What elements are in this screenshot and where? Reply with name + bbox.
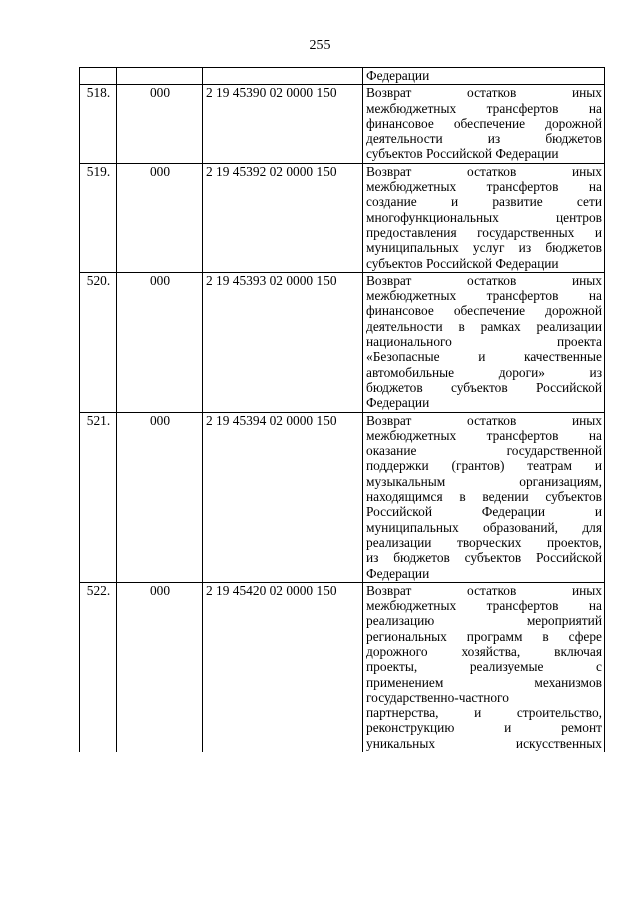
admin-code-cell: 000 bbox=[117, 582, 203, 752]
table-row bbox=[80, 272, 605, 412]
row-number-cell: 520. bbox=[80, 272, 117, 412]
table-row bbox=[80, 163, 605, 272]
row-number-cell: 518. bbox=[80, 85, 117, 163]
description-line: создание и развитие сети bbox=[366, 194, 602, 210]
description-line: поддержки (грантов) театрам и bbox=[366, 458, 602, 474]
description-line: «Безопасные и качественные bbox=[366, 349, 602, 365]
description-line: из бюджетов субъектов Российской bbox=[366, 550, 602, 566]
description-line: партнерства, и строительство, bbox=[366, 705, 602, 721]
description-line: межбюджетных трансфертов на bbox=[366, 100, 602, 116]
budget-code-cell: 2 19 45390 02 0000 150 bbox=[203, 85, 363, 163]
description-line: музыкальным организациям, bbox=[366, 473, 602, 489]
description-cell bbox=[363, 272, 605, 412]
description-line: Федерации bbox=[366, 565, 430, 581]
description-line: деятельности из бюджетов bbox=[366, 131, 602, 147]
row-number-cell: 521. bbox=[80, 412, 117, 582]
description-line: межбюджетных трансфертов на bbox=[366, 179, 602, 195]
description-line: Возврат остатков иных bbox=[366, 272, 602, 288]
description-line: Возврат остатков иных bbox=[366, 163, 602, 179]
description-line: автомобильные дороги» из bbox=[366, 364, 602, 380]
description-line: Возврат остатков иных bbox=[366, 85, 602, 101]
table-row bbox=[80, 68, 605, 85]
description-line: применением механизмов bbox=[366, 674, 602, 690]
description-line: уникальных искусственных bbox=[366, 735, 602, 751]
description-line: дорожного хозяйства, включая bbox=[366, 643, 602, 659]
description-line: деятельности в рамках реализации bbox=[366, 318, 602, 334]
admin-code-cell: 000 bbox=[117, 85, 203, 163]
budget-code-cell: 2 19 45420 02 0000 150 bbox=[203, 582, 363, 752]
description-line: находящимся в ведении субъектов bbox=[366, 489, 602, 505]
row-number-cell: 519. bbox=[80, 163, 117, 272]
table-row bbox=[80, 412, 605, 582]
description-line: оказание государственной bbox=[366, 443, 602, 459]
row-number-cell bbox=[80, 68, 117, 85]
description-line: Российской Федерации и bbox=[366, 504, 602, 520]
row-number-cell: 522. bbox=[80, 582, 117, 752]
admin-code-cell: 000 bbox=[117, 163, 203, 272]
budget-code-cell bbox=[203, 68, 363, 85]
description-cell bbox=[363, 582, 605, 752]
page-number: 255 bbox=[309, 38, 331, 53]
description-line: многофункциональных центров bbox=[366, 209, 602, 225]
description-line: межбюджетных трансфертов на bbox=[366, 427, 602, 443]
description-line: межбюджетных трансфертов на bbox=[366, 288, 602, 304]
description-line: бюджетов субъектов Российской bbox=[366, 379, 602, 395]
table-row bbox=[80, 582, 605, 752]
description-line: реконструкцию и ремонт bbox=[366, 720, 602, 736]
description-line: проекты, реализуемые с bbox=[366, 659, 602, 675]
description-cell bbox=[363, 412, 605, 582]
description-line: реализацию мероприятий bbox=[366, 613, 602, 629]
description-line: Возврат остатков иных bbox=[366, 582, 602, 598]
description-line: региональных программ в сфере bbox=[366, 628, 602, 644]
description-line: муниципальных образований, для bbox=[366, 519, 602, 535]
table-row bbox=[80, 85, 605, 163]
description-line: межбюджетных трансфертов на bbox=[366, 598, 602, 614]
description-line: национального проекта bbox=[366, 334, 602, 350]
admin-code-cell bbox=[117, 68, 203, 85]
description-line: Федерации bbox=[366, 395, 430, 411]
admin-code-cell: 000 bbox=[117, 272, 203, 412]
description-cell bbox=[363, 68, 605, 85]
description-line: Возврат остатков иных bbox=[366, 412, 602, 428]
description-line: финансовое обеспечение дорожной bbox=[366, 303, 602, 319]
description-line: субъектов Российской Федерации bbox=[366, 146, 559, 162]
budget-code-cell: 2 19 45394 02 0000 150 bbox=[203, 412, 363, 582]
table-body bbox=[80, 68, 605, 753]
description-line: субъектов Российской Федерации bbox=[366, 255, 559, 271]
description-cell bbox=[363, 85, 605, 163]
description-line: муниципальных услуг из бюджетов bbox=[366, 240, 602, 256]
budget-code-cell: 2 19 45392 02 0000 150 bbox=[203, 163, 363, 272]
description-line: финансовое обеспечение дорожной bbox=[366, 115, 602, 131]
budget-code-cell: 2 19 45393 02 0000 150 bbox=[203, 272, 363, 412]
description-cell bbox=[363, 163, 605, 272]
budget-codes-table bbox=[79, 67, 605, 752]
description-line: государственно-частного bbox=[366, 689, 509, 705]
admin-code-cell: 000 bbox=[117, 412, 203, 582]
description-line: Федерации bbox=[366, 68, 430, 83]
description-line: предоставления государственных и bbox=[366, 224, 602, 240]
description-line: реализации творческих проектов, bbox=[366, 534, 602, 550]
